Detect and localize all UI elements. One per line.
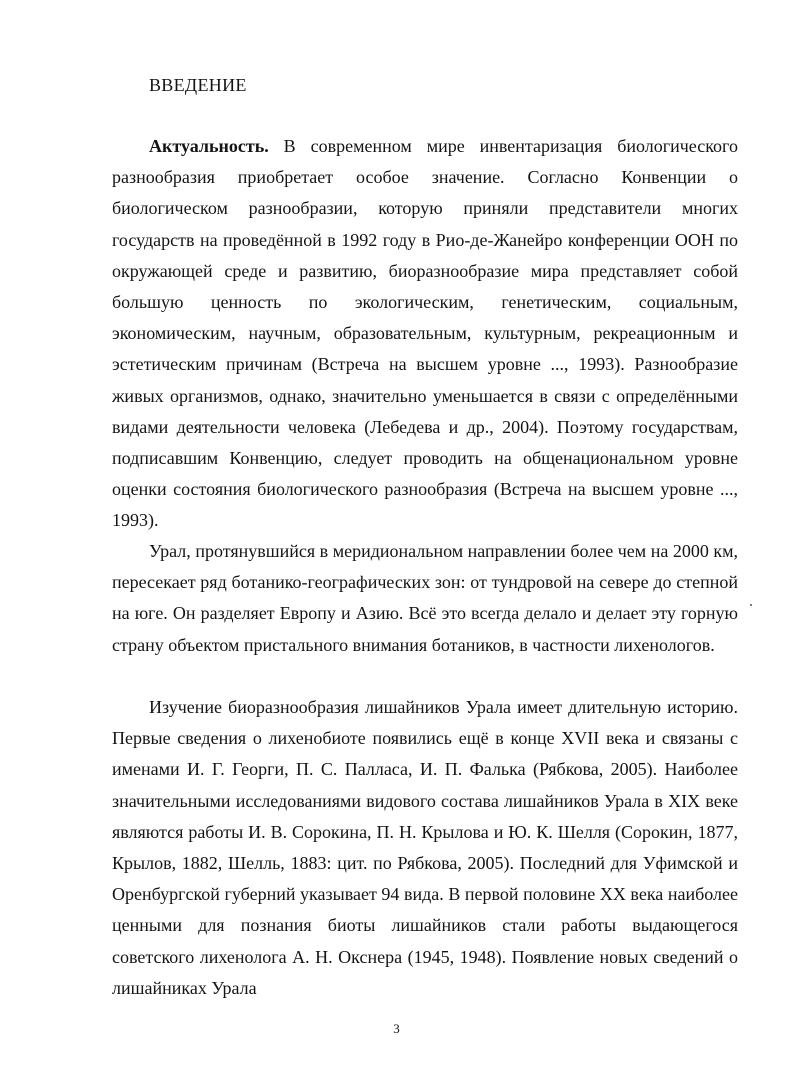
paragraph-history: Изучение биоразнообразия лишайников Урала имеет длительную историю. Первые сведения о лихенобиоте появились ещё в конце XVII века и связаны с именами И. Г. Георги, П. С. Палласа, И. П. Фалька (Рябкова, 2005). Наиболее значительными исследованиями видового состава лишайников Урала в XIX веке являются работы И. В. Сорокина, П. Н. Крылова и Ю. К. Шелля (Сорокин, 1877, Крылов, 1882, Шелль, 1883: цит. по Рябкова, 2005). Последний для Уфимской и Оренбургской губерний указывает 94 вида. В первой половине XX века наиболее ценными для познания биоты лишайников стали работы выдающегося советского лихенолога А. Н. Окснера (1945, 1948). Появление новых сведений о лишайниках Урала [112, 697, 738, 998]
paragraph-lead-term: Актуальность. [149, 136, 269, 156]
section-heading: ВВЕДЕНИЕ [149, 75, 247, 95]
paragraph-relevance [112, 131, 738, 537]
scan-speck [750, 604, 752, 606]
page-number: 3 [393, 1021, 400, 1036]
paragraph-ural: Урал, протянувшийся в меридиональном направлении более чем на 2000 км, пересекает ряд ботанико-географических зон: от тундровой на севере до степной на юге. Он разделяет Европу и Азию. Всё это всегда делало и делает эту горную страну объектом пристального внимания ботаников, в частности лихенологов. [112, 541, 738, 655]
paragraph-text: В современном мире инвентаризация биологического разнообразия приобретает особое значение. Согласно Конвенции о биологическом разнообразии, которую приняли представители многих государств на проведённой в 1992 году в Рио-де-Жанейро конференции ООН по окружающей среде и развитию, биоразнообразие мира представляет собой большую ценность по экологическим, генетическим, социальным, экономическим, научным, образовательным, культурным, рекреационным и эстетическим причинам (Встреча на высшем уровне ..., 1993). Разнообразие живых организмов, однако, значительно уменьшается в связи с определёнными видами деятельности человека (Лебедева и др., 2004). Поэтому государствам, подписавшим Конвенцию, следует проводить на общенациональном уровне оценки состояния биологического разнообразия (Встреча на высшем уровне ..., 1993). [112, 136, 738, 531]
